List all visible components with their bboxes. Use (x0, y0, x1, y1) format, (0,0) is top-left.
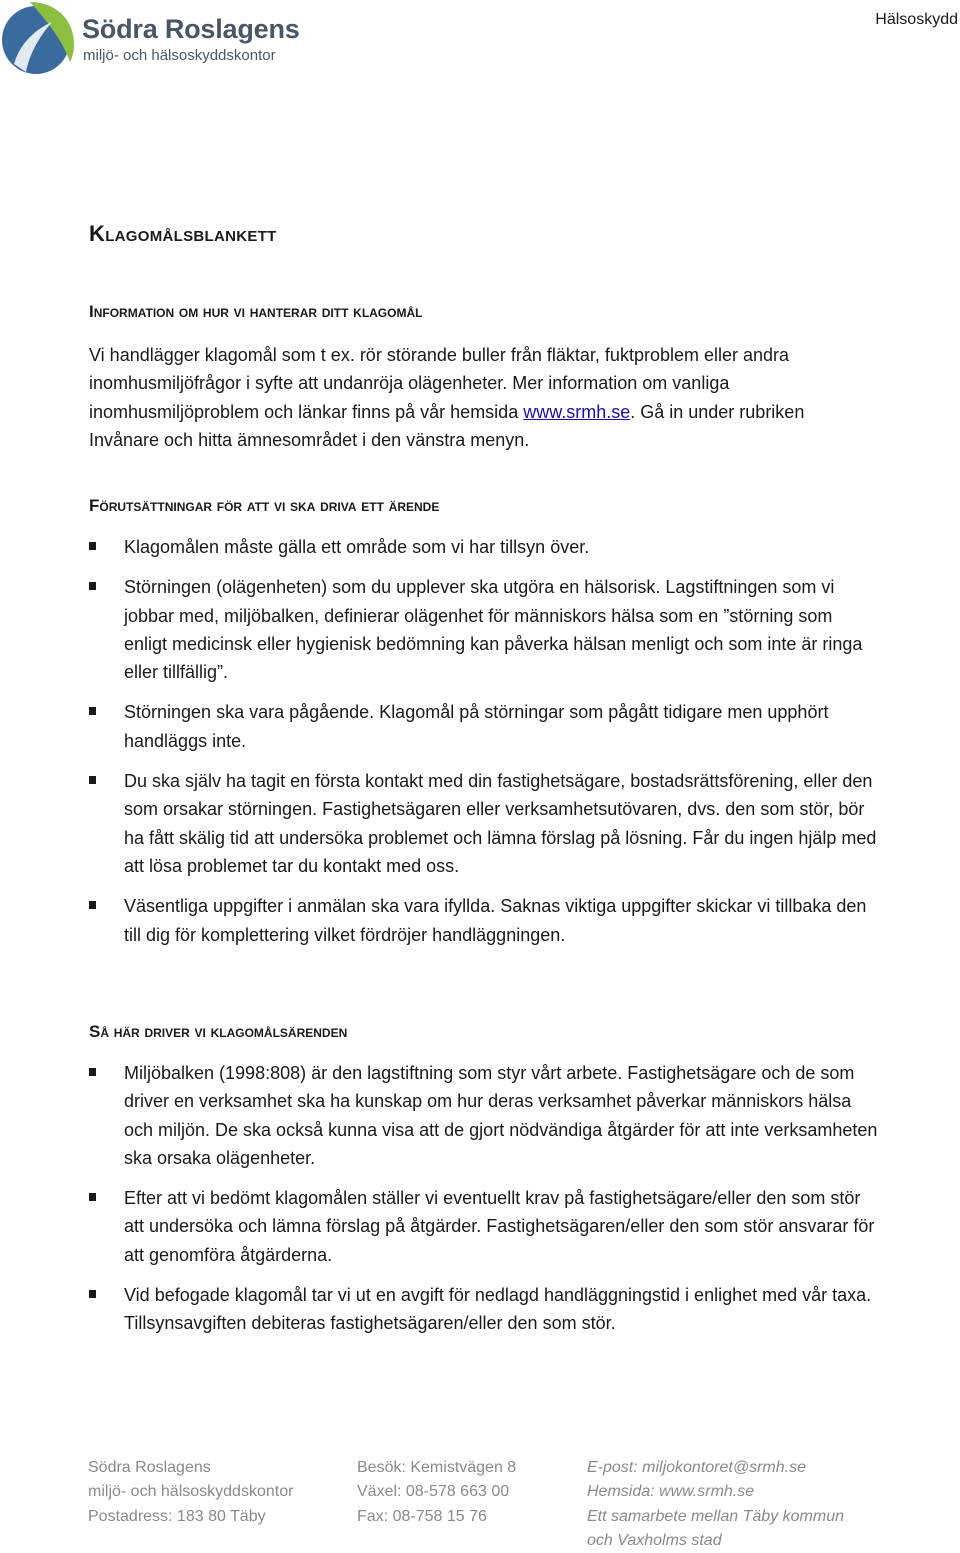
footer-column-contact (357, 1456, 516, 1529)
section-heading-prerequisites: Förutsättningar för att vi ska driva ett ärende (89, 496, 440, 515)
footer-office-name: Södra Roslagens (88, 1459, 211, 1476)
footer-column-web (587, 1456, 844, 1553)
logo-mark-icon (0, 0, 78, 76)
logo-subtitle: miljö- och hälsoskyddskontor (83, 47, 276, 64)
footer-postal-address: Postadress: 183 80 Täby (88, 1507, 266, 1525)
section-heading-information: Information om hur vi hanterar ditt klagomål (89, 302, 423, 321)
footer-column-office (88, 1456, 293, 1529)
list-item: Efter att vi bedömt klagomålen ställer vi eventuellt krav på fastighetsägare/eller den som stör att undersöka och lämna förslag på åtgärder. Fastighetsägaren/eller den som stör ansvarar för att genomföra åtgärderna. (89, 1184, 879, 1269)
handling-list (89, 1059, 879, 1338)
information-paragraph: Vi handlägger klagomål som t ex. rör störande buller från fläktar, fuktproblem eller andra inomhusmiljöfrågor i syfte att undanröja olägenheter. Mer information om vanliga inomhusmiljöproblem och länkar finns på vår hemsida www.srmh.se. Gå in under rubriken Invånare och hitta ämnesområdet i den vänstra menyn. (89, 345, 805, 450)
bullet-square-icon (89, 707, 96, 715)
list-item: Klagomålen måste gälla ett område som vi har tillsyn över. (89, 533, 879, 561)
footer-office-subtitle: miljö- och hälsoskyddskontor (88, 1483, 294, 1501)
prerequisites-list (89, 533, 879, 949)
bullet-square-icon (89, 542, 96, 550)
footer-collaboration-cont: och Vaxholms stad (587, 1531, 722, 1549)
list-item: Väsentliga uppgifter i anmälan ska vara ifyllda. Saknas viktiga uppgifter skickar vi tillbaka den till dig för komplettering vilket fördröjer handläggningen. (89, 892, 879, 949)
footer-fax: Fax: 08-758 15 76 (357, 1507, 487, 1525)
bullet-square-icon (89, 582, 96, 590)
bullet-square-icon (89, 901, 96, 909)
document-title: Klagomålsblankett (89, 221, 277, 246)
section-heading-handling: Så här driver vi klagomålsärenden (89, 1022, 348, 1041)
website-link[interactable]: www.srmh.se (523, 401, 631, 422)
footer-visit-address: Besök: Kemistvägen 8 (357, 1459, 517, 1476)
footer-email[interactable]: E-post: miljokontoret@srmh.se (587, 1459, 806, 1476)
logo-title: Södra Roslagens (82, 14, 300, 44)
header-label: Hälsoskydd (875, 11, 958, 28)
footer-collaboration: Ett samarbete mellan Täby kommun (587, 1507, 844, 1525)
list-item: Vid befogade klagomål tar vi ut en avgift för nedlagd handläggningstid i enlighet med vår taxa. Tillsynsavgiften debiteras fastighetsägaren/eller den som stör. (89, 1281, 879, 1338)
bullet-square-icon (89, 1068, 96, 1076)
list-item: Störningen ska vara pågående. Klagomål på störningar som pågått tidigare men upphört handläggs inte. (89, 698, 879, 755)
bullet-square-icon (89, 776, 96, 784)
footer-phone: Växel: 08-578 663 00 (357, 1483, 510, 1501)
bullet-square-icon (89, 1290, 96, 1298)
list-item: Miljöbalken (1998:808) är den lagstiftning som styr vårt arbete. Fastighetsägare och de som driver en verksamhet ska ha kunskap om hur deras verksamhet påverkar människors hälsa och miljön. De ska också kunna visa att de gjort nödvändiga åtgärder för att inte verksamheten ska orsaka olägenheter. (89, 1059, 879, 1172)
list-item: Störningen (olägenheten) som du upplever ska utgöra en hälsorisk. Lagstiftningen som vi jobbar med, miljöbalken, definierar olägenhet för människors hälsa som en ”störning som enligt medicinsk eller hygienisk bedömning kan påverka hälsan menligt och som inte är ringa eller tillfällig”. (89, 573, 879, 686)
logo (0, 0, 300, 78)
footer-website[interactable]: Hemsida: www.srmh.se (587, 1483, 755, 1501)
list-item: Du ska själv ha tagit en första kontakt med din fastighetsägare, bostadsrättsförening, eller den som orsakar störningen. Fastighetsägaren eller verksamhetsutövaren, dvs. den som stör, bör ha fått skälig tid att undersöka problemet och lämna förslag på lösning. Får du ingen hjälp med att lösa problemet tar du kontakt med oss. (89, 767, 879, 880)
bullet-square-icon (89, 1193, 96, 1201)
